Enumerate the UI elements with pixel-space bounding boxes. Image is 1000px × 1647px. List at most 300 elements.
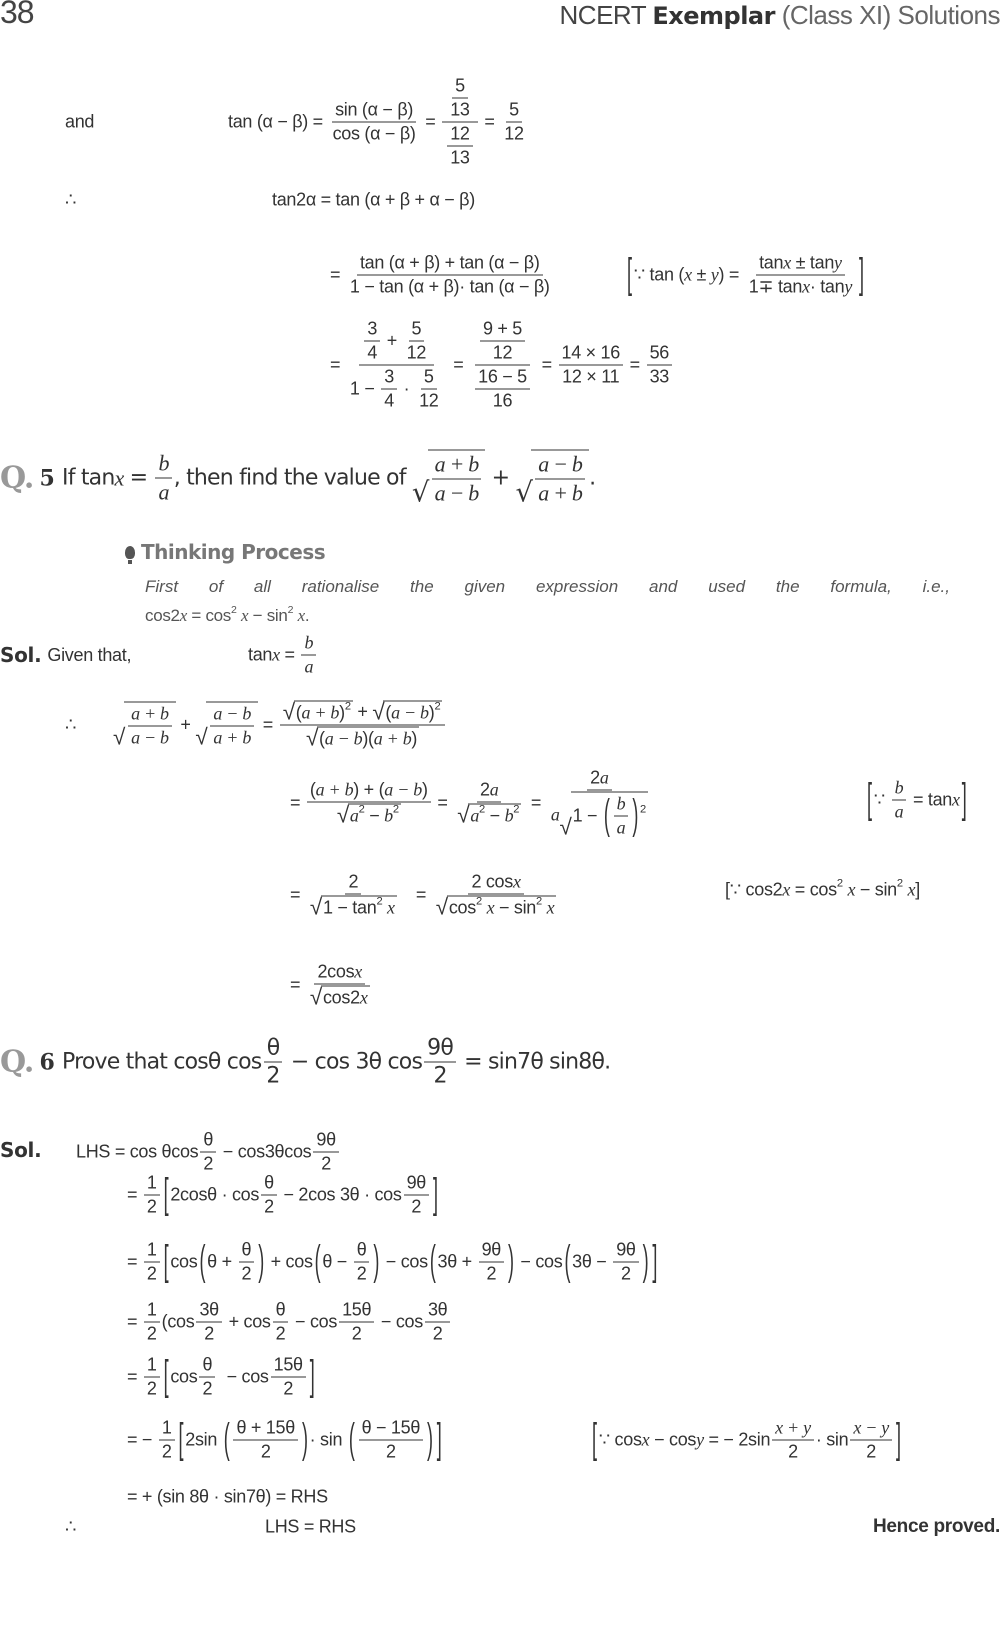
math-text: 2 <box>146 1323 157 1344</box>
denominator <box>892 801 907 823</box>
numerator <box>409 319 425 342</box>
left-delimiter: ( <box>429 1237 436 1284</box>
math-variable: a − b <box>391 702 429 723</box>
math-text: 1 <box>146 1354 157 1375</box>
superscript: 2 <box>231 603 237 616</box>
numerator <box>404 1173 429 1196</box>
denominator <box>454 803 524 827</box>
math-variable: a + b <box>315 779 354 800</box>
math-variable: a − b <box>213 703 252 724</box>
math-text: 5 <box>411 318 422 339</box>
numerator <box>452 76 468 99</box>
numerator <box>273 1300 289 1323</box>
delimited-group <box>865 775 968 823</box>
right-delimiter: ) <box>508 1237 514 1284</box>
math-text: = <box>258 714 278 735</box>
math-text: + cos <box>265 1251 313 1272</box>
left-delimiter: [ <box>178 1415 184 1462</box>
left-delimiter: ( <box>348 1415 355 1462</box>
equation-lhs <box>76 1130 341 1175</box>
denominator <box>199 1378 215 1400</box>
question-number: 6 <box>39 1049 54 1075</box>
superscript: 2 <box>475 895 482 908</box>
fraction <box>347 319 447 412</box>
math-text: sin (α − β) <box>335 99 414 120</box>
denominator <box>501 123 526 145</box>
math-variable: y <box>834 252 842 273</box>
math-variable: a − b <box>324 728 363 749</box>
group-content <box>231 1418 299 1463</box>
denominator <box>490 342 515 364</box>
fraction <box>432 452 482 507</box>
denominator <box>618 1263 634 1285</box>
radical-sign: √ <box>113 724 126 749</box>
equation-conclusion <box>265 1517 356 1538</box>
numerator <box>339 1300 374 1323</box>
group-content <box>170 1237 650 1285</box>
math-text: LHS = RHS <box>265 1516 356 1537</box>
delimited-group <box>197 1237 265 1285</box>
numerator <box>559 343 623 366</box>
math-text: · tan <box>809 276 845 297</box>
math-text: 2 <box>621 1263 631 1284</box>
fraction <box>354 1240 370 1285</box>
numerator <box>647 343 672 366</box>
numerator <box>354 1240 370 1263</box>
therefore-symbol: ∴ <box>65 1516 77 1537</box>
math-variable: a + b <box>131 703 169 724</box>
square-root <box>457 804 521 827</box>
math-variable: a <box>616 817 626 838</box>
math-variable: a <box>550 804 560 825</box>
radicand <box>317 727 419 750</box>
numerator <box>144 1300 160 1323</box>
math-text: ( <box>319 728 325 749</box>
math-text: cos <box>170 1251 198 1272</box>
fraction <box>239 1240 255 1285</box>
numerator <box>155 451 171 479</box>
math-variable: x <box>641 1429 650 1450</box>
math-variable: a <box>489 779 499 800</box>
fraction <box>263 1036 282 1089</box>
math-text: 5 <box>509 99 519 120</box>
numerator <box>199 1355 215 1378</box>
fraction <box>772 1418 814 1463</box>
math-text: − cos <box>290 1311 338 1332</box>
math-text: = − 2sin <box>703 1429 771 1450</box>
radical-sign: √ <box>305 725 318 750</box>
math-text: − cos 3θ cos <box>284 1049 423 1075</box>
math-variable: x <box>387 897 395 918</box>
math-text: 3θ <box>427 1299 448 1320</box>
math-text: 2 <box>241 1263 252 1284</box>
math-text: θ <box>266 1035 280 1061</box>
math-text: = <box>290 792 305 813</box>
fraction <box>447 76 472 121</box>
numerator <box>280 701 446 726</box>
math-text: 1∓ tan <box>748 276 803 297</box>
math-text: 9θ <box>427 1035 453 1061</box>
right-delimiter: ) <box>301 1415 308 1462</box>
fraction <box>559 343 623 388</box>
math-text: 12 <box>504 123 524 144</box>
fraction <box>614 794 629 839</box>
denominator <box>144 1323 160 1345</box>
fraction <box>535 452 585 507</box>
math-text: 2 <box>146 1263 157 1284</box>
fraction <box>480 319 525 364</box>
math-text: = <box>330 354 345 375</box>
math-variable: a − b <box>131 727 169 748</box>
right-delimiter: ] <box>895 1415 901 1462</box>
denominator <box>330 123 419 145</box>
radical-sign: √ <box>309 894 322 919</box>
math-text: 1 − <box>572 805 602 826</box>
denominator <box>144 1378 160 1400</box>
question-5 <box>0 450 595 507</box>
math-text: = <box>290 974 305 995</box>
denominator <box>548 791 651 839</box>
math-variable: x <box>179 606 187 625</box>
thinking-process-title: Thinking Process <box>141 540 326 564</box>
math-text: 1 − <box>349 378 380 399</box>
math-text: = <box>290 884 305 905</box>
left-delimiter: [ <box>163 1237 169 1284</box>
denominator <box>430 1063 449 1089</box>
math-text: 13 <box>450 147 470 168</box>
fraction <box>548 768 651 839</box>
math-text: ) <box>428 702 435 723</box>
thinking-process-text: First of all rationalise the given expression and used the formula, i.e., <box>145 577 950 596</box>
denominator <box>404 342 429 364</box>
thinking-process-formula <box>145 603 310 626</box>
math-text: 1 <box>161 1417 172 1438</box>
square-root <box>306 727 419 750</box>
math-text: θ <box>203 1129 214 1150</box>
radicand <box>348 804 401 827</box>
radical-sign: √ <box>336 802 349 827</box>
fraction <box>144 1300 160 1345</box>
math-text: θ <box>356 1239 367 1260</box>
numerator <box>264 1036 283 1063</box>
denominator <box>347 366 447 412</box>
math-variable: a + b <box>434 451 479 477</box>
math-text: 2 <box>146 1196 157 1217</box>
right-delimiter: ) <box>373 1237 380 1284</box>
numerator <box>345 872 361 895</box>
math-text: − cos <box>376 1311 423 1332</box>
math-text: 1 − tan <box>322 897 377 918</box>
delimited-group <box>590 1415 903 1463</box>
solution-label: Sol. <box>0 643 42 667</box>
left-delimiter: ( <box>314 1237 321 1284</box>
math-text: 9 + 5 <box>482 318 523 339</box>
math-variable: x <box>782 879 791 900</box>
math-text: 13 <box>450 99 470 120</box>
equation-step-4 <box>290 962 375 1009</box>
math-text: 2 <box>590 767 600 788</box>
denominator <box>273 1323 289 1345</box>
math-variable: y <box>710 264 719 285</box>
radicand <box>294 701 353 724</box>
fraction <box>339 1300 374 1345</box>
numerator <box>239 1240 255 1263</box>
question-6 <box>0 1036 610 1089</box>
left-delimiter: ( <box>603 791 610 838</box>
radicand <box>571 792 648 839</box>
math-text: 4 <box>367 342 378 363</box>
math-text: 2 <box>266 1063 280 1089</box>
fraction <box>381 367 397 412</box>
math-text: − <box>484 805 505 826</box>
denominator <box>447 99 472 121</box>
math-text: = <box>479 111 500 132</box>
math-text: · sin <box>815 1429 849 1450</box>
delimited-group <box>347 1415 435 1463</box>
numerator <box>479 1240 504 1263</box>
math-text: θ − 15θ <box>361 1417 421 1438</box>
numerator <box>128 704 172 727</box>
denominator <box>280 1378 296 1400</box>
numerator <box>271 1355 306 1378</box>
math-text: 2 <box>146 1378 157 1399</box>
book-title-bold: Exemplar <box>652 2 775 30</box>
math-text: 12 <box>492 342 513 363</box>
math-variable: y <box>844 276 853 297</box>
fraction <box>454 780 524 827</box>
fraction <box>271 1355 306 1400</box>
denominator <box>155 479 171 506</box>
math-variable: x <box>354 961 362 982</box>
square-root <box>372 701 442 724</box>
math-text: = cos <box>790 879 837 900</box>
group-content <box>438 1240 506 1285</box>
math-text: 2 <box>203 1153 214 1174</box>
delimited-group <box>162 1237 659 1285</box>
math-text: = <box>330 264 345 285</box>
delimited-group <box>162 1170 440 1218</box>
right-delimiter: ) <box>642 1237 649 1284</box>
math-variable: x <box>847 879 856 900</box>
book-title <box>560 0 1000 31</box>
radicand <box>206 702 258 749</box>
math-variable: b <box>894 777 904 798</box>
denominator <box>201 1323 217 1345</box>
fraction <box>850 1418 892 1463</box>
math-text: = <box>127 1184 142 1205</box>
delimited-group <box>177 1415 444 1463</box>
numerator <box>447 124 472 147</box>
numerator <box>480 319 525 342</box>
math-text: 2sin <box>185 1429 222 1450</box>
fraction <box>144 1240 160 1285</box>
math-text: θ + <box>207 1251 237 1272</box>
fraction <box>199 1355 215 1400</box>
book-title-pre: NCERT <box>559 0 653 30</box>
superscript: 2 <box>513 803 520 816</box>
math-text: θ <box>241 1239 252 1260</box>
denominator <box>383 1441 399 1463</box>
math-text: tan2α = tan (α + β + α − β) <box>272 189 475 210</box>
denominator <box>433 895 560 919</box>
numerator <box>468 872 523 895</box>
superscript: 2 <box>536 895 542 908</box>
math-variable: a + b <box>538 480 583 506</box>
math-variable: b <box>304 632 314 653</box>
denominator <box>559 366 622 388</box>
radicand <box>321 896 397 919</box>
fraction <box>280 701 446 750</box>
numerator <box>381 367 397 390</box>
equation-step-2 <box>290 768 653 839</box>
and-label: and <box>65 111 95 132</box>
fraction <box>404 1173 429 1218</box>
page-number: 38 <box>0 0 34 30</box>
math-text: ) + ( <box>353 779 385 800</box>
math-text: 2 <box>433 1063 447 1089</box>
thinking-process-heading <box>125 540 325 564</box>
formula-note <box>865 775 968 823</box>
math-text: 12 × 11 <box>562 366 620 387</box>
denominator <box>381 390 397 412</box>
math-text: + <box>175 714 196 735</box>
right-delimiter: ] <box>859 250 864 297</box>
math-text: = sin7θ sin8θ. <box>457 1049 611 1075</box>
fraction <box>347 253 553 298</box>
math-variable: y <box>696 1429 704 1450</box>
fraction <box>144 1355 160 1400</box>
delimited-group <box>313 1237 381 1285</box>
fraction <box>892 778 907 823</box>
denominator <box>200 1153 216 1175</box>
math-variable: a + b <box>373 728 412 749</box>
radicand <box>383 701 442 724</box>
radical-sign: √ <box>411 476 429 508</box>
numerator <box>475 367 530 390</box>
numerator <box>261 1173 277 1196</box>
math-variable: x <box>272 644 280 665</box>
numerator <box>425 1300 450 1323</box>
question-number: 5 <box>39 465 54 491</box>
math-text: 2 <box>411 1196 422 1217</box>
math-text: 2 <box>161 1441 172 1462</box>
math-text: + <box>352 701 373 722</box>
denominator <box>349 1323 365 1345</box>
math-text: tan <box>248 644 273 665</box>
equation-step-1 <box>127 1170 440 1218</box>
right-delimiter: ) <box>258 1237 264 1284</box>
numerator <box>535 452 585 480</box>
fraction <box>301 633 316 678</box>
math-text: = tan <box>908 789 953 810</box>
math-text: 2cosθ · cos <box>170 1184 260 1205</box>
math-text: 2 <box>260 1441 271 1462</box>
equation-given <box>248 633 318 678</box>
math-text: 16 <box>492 390 513 411</box>
denominator <box>442 123 477 169</box>
math-text: − cos <box>381 1251 428 1272</box>
math-text: 3 <box>367 318 378 339</box>
left-delimiter: ( <box>564 1237 571 1284</box>
question-text <box>62 450 595 507</box>
denominator <box>354 1263 370 1285</box>
left-delimiter: [ <box>627 250 632 297</box>
right-delimiter: ] <box>652 1237 658 1284</box>
numerator <box>364 319 380 342</box>
math-text: ) <box>421 779 428 800</box>
math-text: 2 <box>480 779 490 800</box>
math-text: 12 <box>419 390 439 411</box>
radicand <box>428 450 486 507</box>
math-text: 16 − 5 <box>478 366 527 387</box>
square-root <box>310 896 397 919</box>
superscript: 2 <box>479 803 485 816</box>
numerator <box>850 1418 892 1441</box>
fraction <box>261 1173 277 1218</box>
math-variable: b <box>504 805 514 826</box>
equation-step-3 <box>127 1300 452 1345</box>
numerator <box>307 780 431 803</box>
denominator <box>210 727 254 749</box>
math-text: tan (α + β) + tan (α − β) <box>359 252 540 273</box>
denominator <box>746 276 855 298</box>
math-text: = <box>127 1251 142 1272</box>
math-variable: x <box>486 897 495 918</box>
math-text: tan (α − β) = <box>228 111 328 132</box>
denominator <box>535 480 585 507</box>
numerator <box>357 253 543 276</box>
denominator <box>447 147 472 169</box>
math-text: 5 <box>423 366 434 387</box>
math-text: ( <box>309 779 316 800</box>
question-label: Q. <box>0 460 34 496</box>
math-text: + <box>382 330 402 351</box>
book-title-post: (Class XI) Solutions <box>774 0 1000 30</box>
square-root <box>515 450 589 507</box>
fraction <box>233 1418 297 1463</box>
math-text: 1 <box>146 1299 157 1320</box>
radicand <box>321 986 370 1009</box>
math-variable: x <box>802 276 810 297</box>
denominator <box>483 1263 499 1285</box>
denominator <box>261 1196 277 1218</box>
superscript: 2 <box>392 803 399 816</box>
left-delimiter: [ <box>592 1415 597 1462</box>
math-text: ± <box>691 264 711 285</box>
fraction <box>501 100 526 145</box>
math-text: − <box>364 805 385 826</box>
superscript: 2 <box>287 603 294 616</box>
math-text: + <box>485 465 516 491</box>
numerator <box>756 253 845 276</box>
math-text: = <box>401 884 431 905</box>
math-text: − cos <box>217 1366 269 1387</box>
square-root <box>560 792 648 839</box>
math-text: 56 <box>649 342 670 363</box>
radical-sign: √ <box>195 724 208 749</box>
math-text: 12 <box>450 123 470 144</box>
math-text: θ − <box>322 1251 352 1272</box>
fraction <box>479 1240 504 1285</box>
math-text: = <box>448 354 469 375</box>
group-content <box>170 1173 431 1218</box>
math-variable: a + b <box>213 727 252 748</box>
numerator <box>421 367 437 390</box>
group-content <box>612 794 631 839</box>
math-variable: x <box>952 789 960 810</box>
radicand <box>531 450 589 507</box>
math-text: ∵ tan ( <box>633 264 685 285</box>
